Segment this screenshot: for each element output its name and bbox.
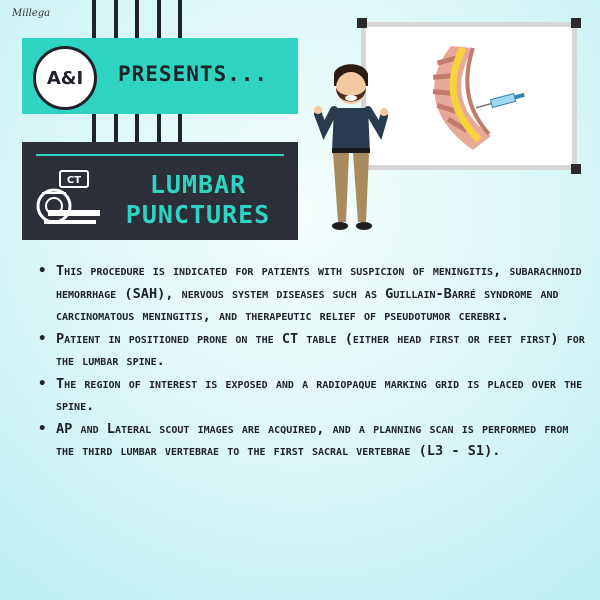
decorative-stripes-top bbox=[92, 0, 182, 40]
title-line-1: LUMBAR bbox=[149, 170, 247, 199]
title-rule bbox=[36, 154, 284, 156]
bullet-text: The region of interest is exposed and a radiopaque marking grid is placed over the spine. bbox=[56, 375, 583, 414]
bullet-text: AP and Lateral scout images are acquired, and a planning scan is performed from the third lumbar vertebrae to the first sacral vertebrae (L3 - S1). bbox=[56, 420, 569, 459]
list-item: • AP and Lateral scout images are acquired, and a planning scan is performed from the third lumbar vertebrae to the first sacral vertebrae (L3 - S1). bbox=[38, 420, 569, 459]
title-line-2: PUNCTURES bbox=[125, 200, 271, 229]
bullet-text: Patient in positioned prone on the CT table (either head first or feet first) for the lumbar spine. bbox=[56, 330, 585, 369]
ct-icon-label: CT bbox=[66, 175, 82, 186]
list-item: • This procedure is indicated for patients with suspicion of meningitis, subarachnoid hemorrhage (SAH), nervous system diseases such as Guillain-Barré syndrome and carcinomatous meningitis, and therapeutic relief of pseudotumor cerebri. bbox=[38, 263, 582, 324]
logo-text: A&I bbox=[46, 67, 84, 89]
ct-scanner-icon bbox=[30, 168, 102, 228]
ai-logo bbox=[33, 46, 97, 110]
procedure-bullet-list bbox=[30, 260, 585, 463]
bullet-text: This procedure is indicated for patients with suspicion of meningitis, subarachnoid hemorrhage (SAH), nervous system diseases such as Guillain-Barré syndrome and carcinomatous meningitis, and therapeutic relief of pseudotumor cerebri. bbox=[56, 263, 582, 324]
list-item: • Patient in positioned prone on the CT table (either head first or feet first) for the lumbar spine. bbox=[38, 330, 585, 369]
page-title bbox=[108, 170, 288, 230]
author-signature: Millega bbox=[12, 8, 51, 19]
presenter-character bbox=[312, 60, 392, 235]
list-item: • The region of interest is exposed and a radiopaque marking grid is placed over the spine. bbox=[38, 375, 583, 414]
presents-label: PRESENTS... bbox=[118, 62, 269, 86]
